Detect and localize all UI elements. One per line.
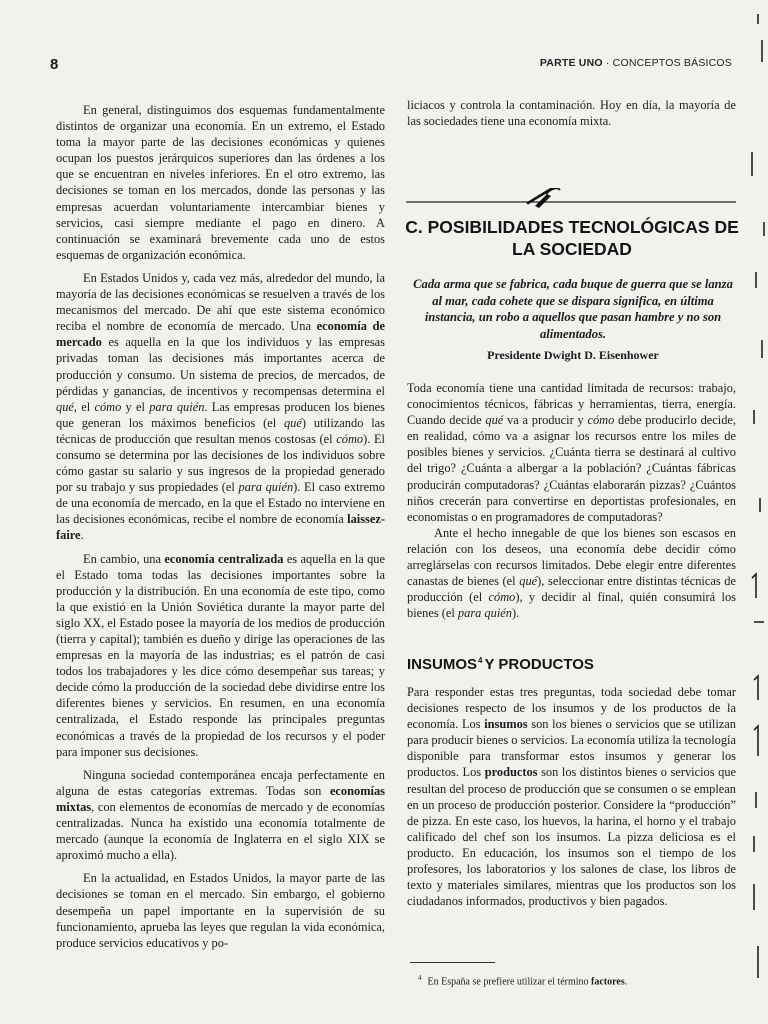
right-column-continuation [407,97,736,129]
section-ornament-icon [406,188,736,210]
paragraph-command-economy: En cambio, una economía centralizada es aquella en la que el Estado toma todas las decisiones importantes sobre la producción y la distribución. En una economía de este tipo, como la que existió en la Unión Soviética durante la mayor parte del siglo XX, el Estado posee la mayoría de los medios de producción (tierra y capital); también es dueño y dirige las operaciones de las empresas en la mayoría de las industrias; es el patrón de casi todos los trabajadores y les dice cómo desempeñar sus tareas; y decide cómo la producción de la sociedad debe dividirse entre los diferentes bienes y servicios. En resumen, en una economía centralizada, el Estado responde las principales preguntas económicas a través de la propiedad de los recursos y el poder para imponer sus decisiones. [56,551,386,759]
term-mixed-economy: economías mixtas [56,783,385,814]
paragraph-us-economy: En la actualidad, en Estados Unidos, la mayor parte de las decisiones se toman en el mercado. Sin embargo, el gobierno desempeña un papel importante en la supervisión de su funcionamiento, aprueba las leyes que regulan la vida económica, produce servicios educativos y po- [56,871,385,950]
running-head-part: PARTE UNO [539,57,603,69]
running-head-separator: · [605,57,610,69]
section-title: C. POSIBILIDADES TECNOLÓGICAS DE LA SOCIEDAD [405,217,739,259]
paragraph-limited-resources: Toda economía tiene una cantidad limitada de recursos: trabajo, conocimientos técnicos, fábricas y herramientas, tierra, energía. Cuando decide qué va a producir y cómo debe producirlo decide, en realidad, cómo va a asignar los recursos entre los miles de posibles bienes y servicios. ¿Cuánta tierra se destinará al cultivo del trigo? ¿Cuánta a albergar a la población? ¿Cuántas fábricas producirán computadoras? ¿Cuántas elaborarán pizzas? ¿Cuántos niños crecerán para convertirse en deportistas profesionales, en economistas o en programadores de computadoras? [407,381,737,524]
term-market-economy: economía de mercado [56,319,385,350]
term-inputs: insumos [484,717,528,732]
paragraph-scarcity: Ante el hecho innegable de que los bienes son escasos en relación con los deseos, una economía debe decidir cómo arreglárselas con recursos limitados. Debe elegir entre diferentes canastas de bienes (el qué), seleccionar entre distintas técnicas de producción (el cómo), y decidir al final, quién consumirá los bienes (el para quién). [407,525,736,621]
right-column-inputs [407,684,736,909]
paragraph-continuation: liciacos y controla la contaminación. Hoy en día, la mayoría de las sociedades tiene una economía mixta. [407,98,736,129]
paragraph-market-economy: En Estados Unidos y, cada vez más, alrededor del mundo, la mayoría de las decisiones económicas se resuelven a través de los mecanismos del mercado. De ahí que este sistema económico reciba el nombre de economía de mercado. Una economía de mercado es aquella en la que los individuos y las empresas privadas toman las decisiones más importantes acerca de producción y consumo. Un sistema de precios, de mercados, de pérdidas y ganancias, de incentivos y recompensas determina el qué, el cómo y el para quién. Las empresas producen los bienes que generan los máximos beneficios (el qué) utilizando las técnicas de producción que resultan menos costosas (el cómo). El consumo se determina por las decisiones de los individuos sobre cómo gastar su salario y sus ingresos de la propiedad generado por su trabajo y sus propiedades (el para quién). El caso extremo de una economía de mercado, en la que el Estado no interviene en las decisiones económicas, recibe el nombre de economía laissez-faire. [56,270,385,543]
running-head-chapter: CONCEPTOS BÁSICOS [612,57,732,69]
running-head [400,57,732,69]
subheading-inputs-outputs: INSUMOS$^4$ Y PRODUCTOS [407,656,594,673]
scan-edge-marks [738,0,768,1024]
paragraph-organizing-economy: En general, distinguimos dos esquemas fundamentalmente distintos de organizar una economía. En un extremo, el Estado toma la mayor parte de las decisiones económicas y quienes ocupan los puestos jerárquicos superiores dan las órdenes a los que se encuentran en niveles inferiores. En el otro extremo, las decisiones se toman en los mercados, donde las personas y las empresas acuerdan voluntariamente intercambiar bienes y servicios, casi siempre mediante el pago en dinero. A continuación se examinará brevemente cada uno de estos esquemas de organización económica. [56,103,385,262]
term-command-economy: economía centralizada [164,551,284,566]
epigraph-quote: Cada arma que se fabrica, cada buque de guerra que se lanza al mar, cada cohete que se dispara significa, en última instancia, un robo a aquellos que pasan hambre y no son alimentados. [413,277,733,341]
left-column [56,102,385,951]
paragraph-mixed-economy: Ninguna sociedad contemporánea encaja perfectamente en alguna de estas categorías extremas. Todas son economías mixtas, con elementos de economías de mercado y de economías centralizadas. Nunca ha existido una economía totalmente de mercado (aunque la economía de Inglaterra en el siglo XIX se aproximó mucho a ella). [56,767,385,863]
epigraph-author: Presidente Dwight D. Eisenhower [487,348,659,362]
footnote: $^4$ En España se prefiere utilizar el término factores. [418,974,628,988]
paragraph-inputs-outputs: Para responder estas tres preguntas, toda sociedad debe tomar decisiones respecto de los insumos y de los productos de la economía. Los insumos son los bienes o servicios que se utilizan para producir bienes o servicios. La economía utiliza la tecnología disponible para transformar estos insumos y generar los productos. Los productos son los distintos bienes o servicios que resultan del proceso de producción que se consumen o se emplean en un proceso de producción posterior. Considere la “producción” de pizza. En este caso, los huevos, la harina, el horno y el trabajo calificado del chef son los insumos. La pizza deliciosa es el producto. En educación, los insumos son el tiempo de los profesores, los laboratorios y los salones de clase, los libros de texto y materiales similares, mientras que los productos son los ciudadanos informados, productivos y bien pagados. [407,685,737,909]
page-number: 8 [50,56,59,73]
right-column-body [407,380,736,621]
footnote-reference: 4 [478,656,483,665]
term-products: productos [484,765,538,780]
footnote-rule [410,962,495,963]
term-laissez-faire: laissez-faire [56,512,385,543]
